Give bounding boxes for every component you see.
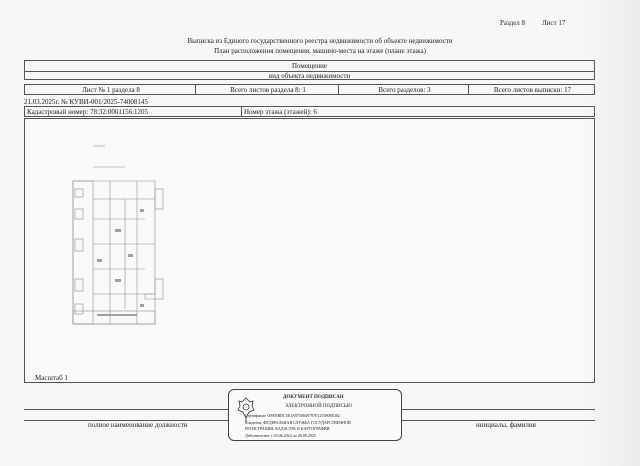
total-sheets-section: Всего листов раздела 8: 1 — [196, 85, 339, 94]
object-type: Помещение — [291, 62, 328, 70]
page-edge-shadow — [580, 0, 640, 466]
name-label: инициалы, фамилия — [476, 421, 536, 429]
section-label: Раздел 8 — [500, 19, 526, 27]
extract-date-number: 21.03.2025г. № КУВИ-001/2025-74008145 — [24, 98, 148, 106]
object-type-caption: вид объекта недвижимости — [268, 72, 351, 80]
document-subtitle: План расположения помещения, машино-места на этаже (плане этажа) — [214, 47, 426, 55]
total-sheets-extract: Всего листов выписки: 17 — [493, 86, 572, 94]
position-label: полное наименование должности — [88, 421, 188, 429]
stamp-owner-line2: РЕГИСТРАЦИИ, КАДАСТРА И КАРТОГРАФИИ — [245, 426, 330, 431]
plan-scale: Масштаб 1 — [35, 374, 68, 382]
electronic-signature-stamp — [228, 389, 402, 441]
sheet-info-row — [24, 84, 595, 95]
sheet-label: Лист 17 — [542, 19, 566, 27]
cadastral-number: Кадастровый номер: 78:32:0001156:1205 — [25, 107, 242, 116]
sheet-number: Лист № 1 раздела 8 — [25, 85, 196, 94]
object-type-box — [24, 60, 595, 80]
floor-plan-drawing — [25, 119, 594, 382]
stamp-certificate: Сертификат: 00905BDC5E1A9750049797E1253908E302 — [245, 413, 340, 418]
total-sections: Всего разделов: 3 — [339, 85, 469, 94]
cadastral-row — [24, 106, 595, 117]
stamp-owner-line1: Владелец: ФЕДЕРАЛЬНАЯ СЛУЖБА ГОСУДАРСТВЕННОЙ — [245, 420, 351, 425]
document-title: Выписка из Единого государственного реестра недвижимости об объекте недвижимости — [187, 37, 453, 45]
floor-plan-area — [24, 118, 595, 383]
stamp-title: ДОКУМЕНТ ПОДПИСАН — [283, 395, 344, 400]
stamp-validity: Действителен: с 03.06.2024 по 26.08.2025 — [245, 433, 316, 438]
floor-number: Номер этажа (этажей): 6 — [244, 108, 317, 116]
stamp-subtitle: ЭЛЕКТРОННОЙ ПОДПИСЬЮ — [285, 404, 352, 409]
